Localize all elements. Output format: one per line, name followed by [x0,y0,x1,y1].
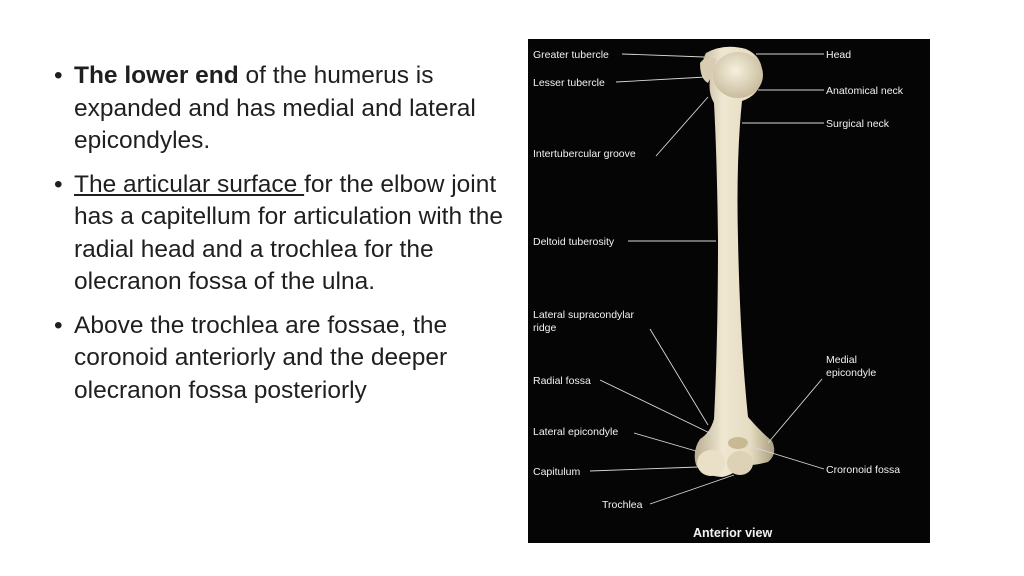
bullet-lower-end-text: of the humerus is expanded and has medial and lateral epicondyles. [74,62,476,154]
bullet-lower-end-lead: The lower end [74,62,239,89]
bullet-list [54,60,506,418]
label-surgical-neck: Surgical neck [826,118,890,130]
bone-trochlea [727,451,753,475]
humerus-diagram [528,39,930,543]
label-lesser-tubercle: Lesser tubercle [533,77,605,89]
bone-coronoid-fossa [728,437,748,449]
bone-capitulum [697,450,725,476]
label-anatomical-neck: Anatomical neck [826,85,904,97]
label-capitulum: Capitulum [533,466,581,478]
bullet-articular-surface [54,169,506,299]
bone-head [713,52,763,98]
bullet-articular-surface-text: for the elbow joint has a capitellum for articulation with the radial head and a trochlea for the olecranon fossa of the ulna. [74,170,503,295]
bullet-fossae-text: Above the trochlea are fossae, the coronoid anteriorly and the deeper olecranon fossa posteriorly [74,311,448,404]
leader-intertubercular-groove [656,97,708,156]
label-lateral-epicondyle: Lateral epicondyle [533,426,619,438]
label-head: Head [826,49,852,61]
leader-greater-tubercle [622,54,704,57]
leader-capitulum [590,467,698,471]
label-radial-fossa: Radial fossa [533,375,591,387]
humerus-bone [695,47,775,477]
label-lateral-supracondylar-ridge-line2: ridge [533,322,557,334]
leader-lateral-supracondylar-ridge [650,329,708,425]
bullet-fossae [54,310,506,408]
label-deltoid-tuberosity: Deltoid tuberosity [533,236,615,248]
leader-medial-epicondyle [768,379,822,443]
bullet-articular-surface-lead: The articular surface [74,170,305,198]
figure-caption: Anterior view [693,526,773,540]
label-greater-tubercle: Greater tubercle [533,49,609,61]
label-medial-epicondyle-line2: epicondyle [826,367,877,379]
leader-lateral-epicondyle [634,433,696,451]
label-intertubercular-groove: Intertubercular groove [533,148,636,160]
bullet-lower-end [54,60,506,158]
leader-trochlea [650,475,734,504]
bone-shaft [695,47,775,477]
label-trochlea: Trochlea [602,499,643,511]
label-medial-epicondyle-line1: Medial [826,354,857,366]
label-coronoid-fossa: Croronoid fossa [826,464,901,476]
leader-lesser-tubercle [616,77,706,82]
humerus-figure [528,39,930,543]
label-lateral-supracondylar-ridge-line1: Lateral supracondylar [533,309,634,321]
